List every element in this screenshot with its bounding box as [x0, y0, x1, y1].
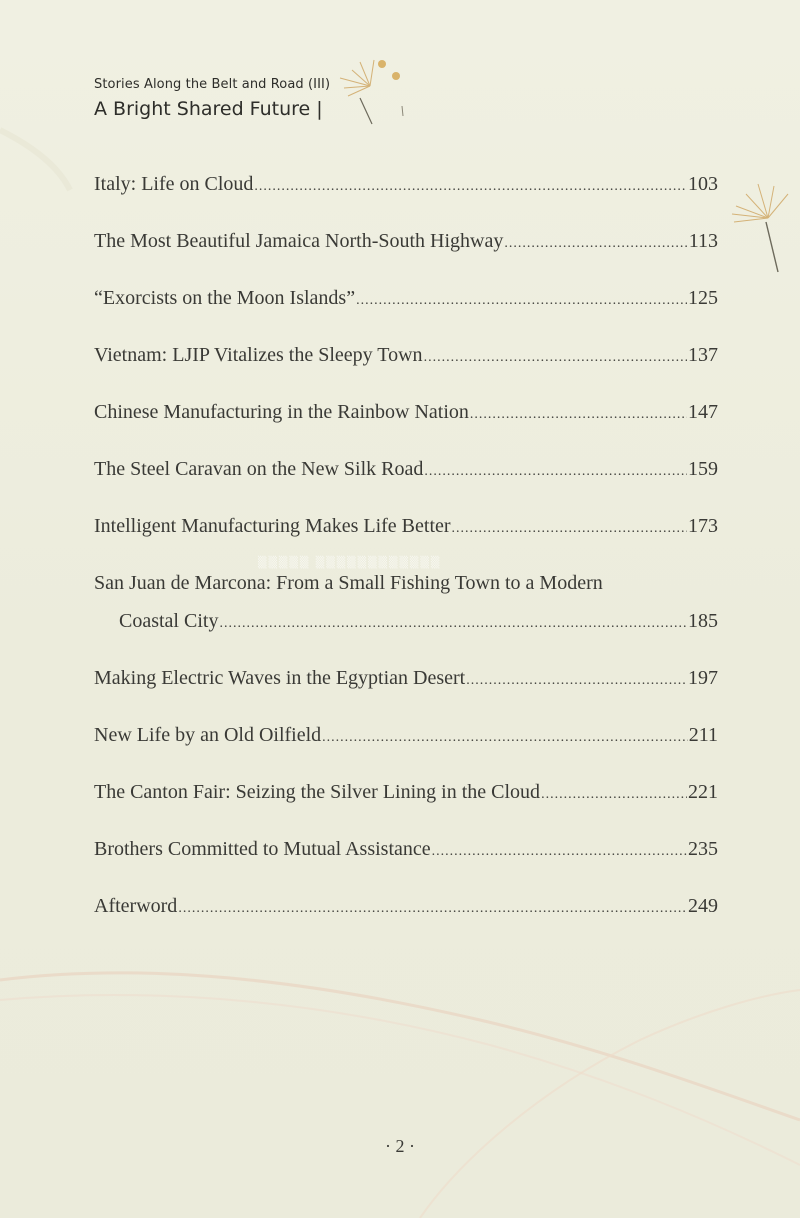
toc-entry[interactable]	[94, 776, 718, 808]
dandelion-decoration-icon	[330, 56, 420, 126]
toc-entry[interactable]	[94, 833, 718, 865]
toc-entry-page: 249	[688, 895, 718, 917]
toc-entry-title: Making Electric Waves in the Egyptian Desert	[94, 667, 466, 689]
toc-entry-title: Brothers Committed to Mutual Assistance	[94, 838, 431, 860]
toc-entry[interactable]	[94, 396, 718, 428]
toc-entry[interactable]	[94, 662, 718, 694]
book-title: A Bright Shared Future |	[94, 98, 323, 120]
toc-entry[interactable]	[94, 168, 718, 200]
dot-leader	[322, 722, 688, 754]
dandelion-corner-icon	[728, 180, 800, 280]
toc-entry-title: Afterword	[94, 895, 178, 917]
toc-entry[interactable]	[94, 225, 718, 257]
toc-entry-title: Chinese Manufacturing in the Rainbow Nation	[94, 401, 469, 423]
dot-leader	[432, 836, 687, 868]
running-header	[94, 76, 330, 121]
toc-entry-title: Italy: Life on Cloud	[94, 173, 254, 195]
dot-leader	[466, 665, 687, 697]
dot-leader	[452, 513, 687, 545]
table-of-contents	[94, 168, 718, 947]
toc-entry-title-line2: Coastal City	[119, 610, 219, 632]
toc-entry-page: 147	[688, 401, 718, 423]
dot-leader	[504, 228, 687, 260]
dot-leader	[356, 285, 687, 317]
toc-entry[interactable]	[94, 567, 718, 637]
dot-leader	[178, 893, 687, 925]
toc-entry-title: The Most Beautiful Jamaica North-South Highway	[94, 230, 504, 252]
toc-entry-page: 235	[688, 838, 718, 860]
toc-entry-page: 197	[688, 667, 718, 689]
toc-entry-title: Vietnam: LJIP Vitalizes the Sleepy Town	[94, 344, 423, 366]
toc-entry-title: “Exorcists on the Moon Islands”	[94, 287, 356, 309]
dot-leader	[424, 342, 687, 374]
toc-entry-title: New Life by an Old Oilfield	[94, 724, 322, 746]
toc-entry[interactable]	[94, 719, 718, 751]
series-title: Stories Along the Belt and Road (III)	[94, 77, 331, 92]
toc-entry[interactable]	[94, 282, 718, 314]
toc-entry-page: 159	[688, 458, 718, 480]
dot-leader	[470, 399, 687, 431]
toc-entry-page: 173	[688, 515, 718, 537]
toc-entry-page: 185	[688, 610, 718, 632]
toc-entry[interactable]	[94, 890, 718, 922]
watermark: ▒▒▒▒▒ ▒▒▒▒▒▒▒▒▒▒▒▒	[258, 556, 442, 569]
page-number: · 2 ·	[385, 1136, 415, 1156]
toc-entry-page: 137	[688, 344, 718, 366]
toc-entry[interactable]	[94, 510, 718, 542]
toc-entry-title-line1: San Juan de Marcona: From a Small Fishing Town to a Modern	[94, 572, 603, 594]
toc-entry-page: 113	[688, 230, 718, 252]
toc-entry-page: 211	[688, 724, 718, 746]
toc-entry[interactable]	[94, 339, 718, 371]
dot-leader	[219, 608, 687, 640]
toc-entry-title: The Steel Caravan on the New Silk Road	[94, 458, 424, 480]
toc-entry-page: 103	[688, 173, 718, 195]
dot-leader	[424, 456, 687, 488]
toc-entry-title: The Canton Fair: Seizing the Silver Lining in the Cloud	[94, 781, 541, 803]
dot-leader	[254, 171, 687, 203]
toc-entry-page: 125	[688, 287, 718, 309]
toc-entry[interactable]	[94, 453, 718, 485]
dot-leader	[541, 779, 687, 811]
toc-entry-title: Intelligent Manufacturing Makes Life Better	[94, 515, 451, 537]
toc-entry-page: 221	[688, 781, 718, 803]
